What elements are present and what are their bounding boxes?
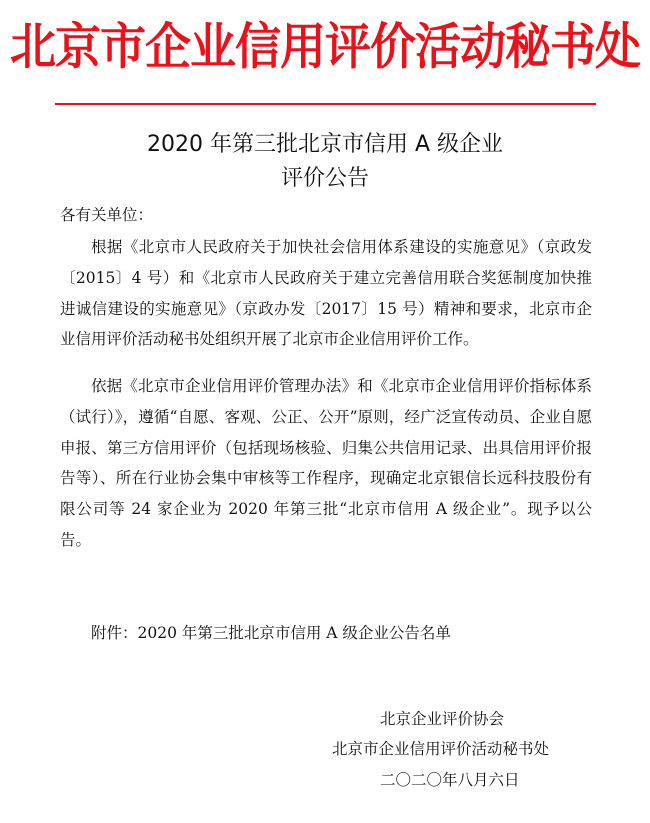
- body-paragraph-1: 根据《北京市人民政府关于加快社会信用体系建设的实施意见》（京政发〔2015〕4 号）和《北京市人民政府关于建立完善信用联合奖惩制度加快推进诚信建设的实施意见》（京政办发〔2017〕15 号）精神和要求，北京市企业信用评价活动秘书处组织开展了北京市企业信用评价工作。: [60, 238, 592, 349]
- masthead-title: 北京市企业信用评价活动秘书处: [10, 16, 640, 76]
- attachment-note: 附件：2020 年第三批北京市信用 A 级企业公告名单: [91, 624, 451, 642]
- signature-date: 二〇二〇年八月六日: [380, 771, 520, 789]
- notice-title-line-2: 评价公告: [280, 166, 369, 191]
- signature-org-2: 北京市企业信用评价活动秘书处: [332, 740, 550, 758]
- salutation: 各有关单位：: [60, 206, 154, 224]
- masthead-divider: [55, 103, 596, 105]
- signature-org-1: 北京企业评价协会: [380, 710, 505, 728]
- notice-title-line-1: 2020 年第三批北京市信用 A 级企业: [146, 132, 504, 157]
- body-paragraph-2: 依据《北京市企业信用评价管理办法》和《北京市企业信用评价指标体系（试行）》，遵循“自愿、客观、公正、公开”原则，经广泛宣传动员、企业自愿申报、第三方信用评价（包括现场核验、归集公共信用记录、出具信用评价报告等）、所在行业协会集中审核等工作程序，现确定北京银信长远科技股份有限公司等 24 家企业为 2020 年第三批“北京市信用 A 级企业”。现予以公告。: [60, 377, 592, 549]
